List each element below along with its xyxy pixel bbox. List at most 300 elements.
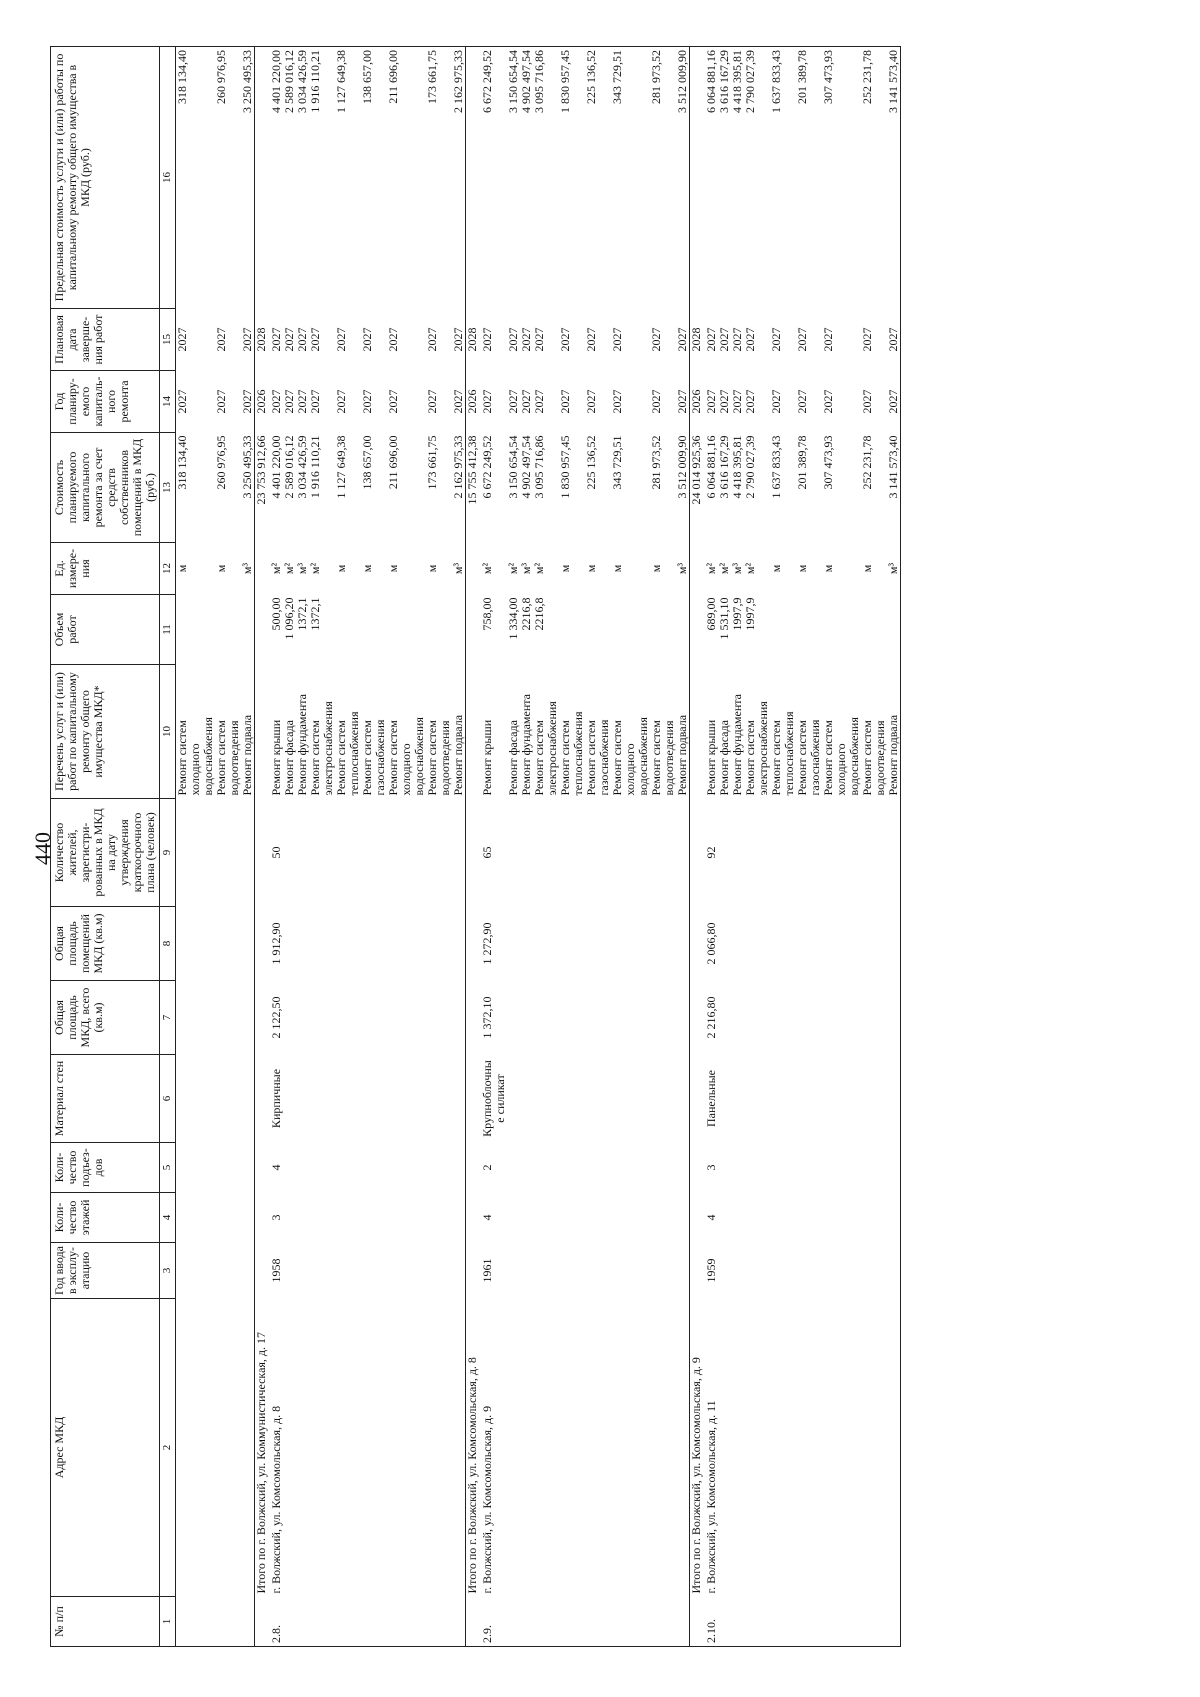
address-cell: [335, 1299, 361, 1597]
total-area-cell: 1 372,10: [480, 996, 494, 1039]
resident-count-cell: [507, 799, 520, 907]
work-type-cell: Ремонт систем электроснабжения: [743, 701, 770, 796]
repair-year-cell: 2027: [506, 389, 520, 414]
entrance-count-cell: [507, 1143, 520, 1193]
resident-count-cell: [731, 799, 744, 907]
repair-cost-cell: 260 976,95: [214, 435, 228, 490]
address-cell: [770, 1299, 796, 1597]
year-built-cell: [309, 1243, 335, 1299]
rooms-area-cell: [822, 907, 861, 981]
repair-year-cell: 2027: [519, 389, 533, 414]
item-number-cell: [611, 1597, 650, 1647]
completion-date-cell: 2027: [532, 327, 546, 352]
wall-material-cell: [452, 1055, 466, 1143]
work-row: [520, 47, 533, 1647]
column-header-11: Объем работ: [51, 595, 160, 665]
repair-cost-cell: 3 141 573,40: [887, 433, 901, 543]
repair-cost-cell: 225 136,52: [584, 435, 598, 490]
completion-date-cell: 2027: [887, 309, 901, 371]
completion-date-cell: 2027: [480, 327, 494, 352]
cost-limit-cell: [690, 47, 704, 309]
completion-date-cell: 2027: [360, 327, 374, 352]
address-cell: [426, 1299, 452, 1597]
completion-date-cell: 2027: [519, 327, 533, 352]
repair-cost-cell: 138 657,00: [360, 435, 374, 490]
repair-cost-cell: 1 916 110,21: [308, 435, 322, 499]
wall-material-cell: [296, 1055, 309, 1143]
work-row: [309, 47, 335, 1647]
repair-cost-cell: 4 418 395,81: [730, 435, 744, 499]
wall-material-cell: [176, 1055, 216, 1143]
total-area-cell: [335, 981, 361, 1055]
repair-cost-cell: 4 902 497,54: [519, 435, 533, 499]
repair-cost-cell: 281 973,52: [649, 435, 663, 490]
address-cell: [796, 1299, 822, 1597]
work-volume-cell: 1997,9: [743, 597, 757, 631]
work-type-cell: Ремонт систем электроснабжения: [532, 701, 559, 796]
entrance-count-cell: [426, 1143, 452, 1193]
repair-cost-cell: 15 755 412,38: [465, 435, 479, 505]
unit-cell: м: [860, 564, 874, 573]
wall-material-cell: [309, 1055, 335, 1143]
item-number-cell: [215, 1597, 241, 1647]
completion-date-cell: 2027: [676, 309, 690, 371]
repair-cost-cell: 3 095 716,86: [532, 435, 546, 499]
rooms-area-cell: [611, 907, 650, 981]
resident-count-cell: 92: [704, 846, 718, 859]
work-volume-cell: [176, 595, 216, 665]
item-number-cell: [176, 1597, 216, 1647]
completion-date-cell: 2027: [269, 327, 283, 352]
unit-cell: м³: [241, 543, 255, 595]
work-row: [796, 47, 822, 1647]
cost-limit-cell: [466, 47, 480, 309]
wall-material-cell: [690, 1055, 704, 1143]
year-built-cell: [466, 1243, 480, 1299]
total-area-cell: [255, 981, 269, 1055]
rooms-area-cell: [466, 907, 480, 981]
work-volume-cell: 2216,8: [532, 597, 546, 631]
repair-year-cell: 2027: [676, 371, 690, 433]
entrance-count-cell: [215, 1143, 241, 1193]
cost-limit-cell: 2 162 975,33: [452, 47, 466, 309]
work-type-cell: Ремонт систем водоотведения: [649, 720, 676, 796]
resident-count-cell: [611, 799, 650, 907]
wall-material-cell: [255, 1055, 269, 1143]
work-volume-cell: [335, 595, 361, 665]
repair-cost-cell: 343 729,51: [610, 435, 624, 490]
work-type-cell: Ремонт фундамента: [730, 694, 744, 796]
work-type-cell: Ремонт фундамента: [295, 694, 309, 796]
unit-cell: м: [334, 564, 348, 573]
address-cell: [507, 1299, 520, 1597]
floor-count-cell: [676, 1193, 690, 1243]
cost-limit-cell: 211 696,00: [387, 47, 426, 309]
column-number-14: 14: [160, 371, 176, 433]
cost-limit-cell: 318 134,40: [176, 47, 216, 309]
unit-cell: [466, 543, 480, 595]
resident-count-cell: [520, 799, 533, 907]
resident-count-cell: [822, 799, 861, 907]
unit-cell: м: [610, 564, 624, 573]
work-row: [676, 47, 690, 1647]
column-number-11: 11: [160, 595, 176, 665]
address-cell: [585, 1299, 611, 1597]
cost-limit-cell: 281 973,52: [650, 47, 676, 309]
column-header-10: Перечень услуг и (или) работ по капитальному ремонту общего имущества МКД*: [51, 665, 160, 799]
work-type-cell: Ремонт систем теплоснабжения: [769, 711, 796, 796]
year-built-cell: [452, 1243, 466, 1299]
rooms-area-cell: [452, 907, 466, 981]
floor-count-cell: [507, 1193, 520, 1243]
year-built-cell: [861, 1243, 887, 1299]
repair-year-cell: 2027: [480, 389, 494, 414]
cost-limit-cell: 2 790 027,39: [744, 47, 770, 309]
item-number-cell: [296, 1597, 309, 1647]
entrance-count-cell: [520, 1143, 533, 1193]
wall-material-cell: [887, 1055, 901, 1143]
address-cell: [533, 1299, 559, 1597]
rooms-area-cell: [690, 907, 704, 981]
repair-year-cell: 2027: [860, 389, 874, 414]
repair-year-cell: 2027: [584, 389, 598, 414]
cost-limit-cell: 6 064 881,16: [703, 47, 718, 309]
entrance-count-cell: [309, 1143, 335, 1193]
work-type-cell: Ремонт систем газоснабжения: [584, 719, 611, 796]
work-volume-cell: 1 334,00: [506, 597, 520, 640]
floor-count-cell: [520, 1193, 533, 1243]
rooms-area-cell: [731, 907, 744, 981]
year-built-cell: [507, 1243, 520, 1299]
item-number-cell: 2.10.: [703, 1597, 718, 1647]
rooms-area-cell: 2 066,80: [704, 922, 718, 965]
work-volume-cell: 1372,1: [308, 597, 322, 631]
entrance-count-cell: [335, 1143, 361, 1193]
entrance-count-cell: [822, 1143, 861, 1193]
completion-date-cell: 2027: [717, 327, 731, 352]
item-number-cell: [452, 1597, 466, 1647]
resident-count-cell: [426, 799, 452, 907]
resident-count-cell: 65: [480, 846, 494, 859]
item-number-cell: [507, 1597, 520, 1647]
floor-count-cell: 4: [704, 1214, 718, 1221]
cost-limit-cell: 252 231,78: [861, 47, 887, 309]
address-cell: г. Волжский, ул. Комсомольская, д. 8: [269, 1405, 283, 1594]
repair-cost-cell: 3 616 167,29: [717, 435, 731, 499]
repair-year-cell: 2027: [425, 389, 439, 414]
completion-date-cell: 2027: [334, 327, 348, 352]
wall-material-cell: [676, 1055, 690, 1143]
repair-year-cell: 2026: [689, 389, 703, 414]
total-area-cell: [296, 981, 309, 1055]
address-cell: [176, 1299, 216, 1597]
total-area-cell: [731, 981, 744, 1055]
year-built-cell: [718, 1243, 731, 1299]
column-header-12: Ед. измере-ния: [51, 543, 160, 595]
item-number-cell: [887, 1597, 901, 1647]
completion-date-cell: 2027: [610, 327, 624, 352]
year-built-cell: [676, 1243, 690, 1299]
rooms-area-cell: [533, 907, 559, 981]
column-number-5: 5: [160, 1143, 176, 1193]
entrance-count-cell: [796, 1143, 822, 1193]
repair-cost-cell: 24 014 925,36: [689, 435, 703, 505]
year-built-cell: 1959: [704, 1258, 718, 1283]
house-row: [479, 47, 507, 1647]
floor-count-cell: [309, 1193, 335, 1243]
total-area-cell: [520, 981, 533, 1055]
total-area-cell: [718, 981, 731, 1055]
total-area-cell: [770, 981, 796, 1055]
work-type-cell: Ремонт подвала: [676, 665, 690, 799]
rooms-area-cell: [335, 907, 361, 981]
column-header-8: Общая площадь помещений МКД (кв.м): [51, 907, 160, 981]
completion-date-cell: 2028: [689, 327, 703, 352]
resident-count-cell: [283, 799, 296, 907]
completion-date-cell: 2028: [465, 327, 479, 352]
completion-date-cell: 2027: [704, 327, 718, 352]
repair-cost-cell: 307 473,93: [821, 435, 835, 490]
total-area-cell: [176, 981, 216, 1055]
work-type-cell: Ремонт систем водоотведения: [425, 720, 452, 796]
work-type-cell: Ремонт крыши: [704, 719, 718, 796]
resident-count-cell: [796, 799, 822, 907]
repair-year-cell: 2027: [887, 371, 901, 433]
total-area-cell: [426, 981, 452, 1055]
work-type-cell: [690, 665, 704, 799]
work-volume-cell: [887, 595, 901, 665]
unit-cell: м: [425, 564, 439, 573]
repair-year-cell: 2027: [769, 389, 783, 414]
entrance-count-cell: [676, 1143, 690, 1193]
work-volume-cell: [861, 595, 887, 665]
total-area-cell: [361, 981, 387, 1055]
cost-limit-cell: 307 473,93: [822, 47, 861, 309]
completion-date-cell: 2028: [254, 327, 268, 352]
total-row: [466, 47, 480, 1647]
year-built-cell: 1961: [480, 1258, 494, 1283]
wall-material-cell: [215, 1055, 241, 1143]
cost-limit-cell: 4 418 395,81: [731, 47, 744, 309]
item-number-cell: [650, 1597, 676, 1647]
unit-cell: м: [175, 564, 189, 573]
resident-count-cell: [466, 799, 480, 907]
work-volume-cell: [466, 595, 480, 665]
work-volume-cell: [822, 595, 861, 665]
repair-year-cell: 2027: [282, 389, 296, 414]
resident-count-cell: [690, 799, 704, 907]
total-area-cell: 2 122,50: [269, 996, 283, 1039]
completion-date-cell: 2027: [730, 327, 744, 352]
address-cell: [361, 1299, 387, 1597]
header-row: [51, 47, 160, 1647]
item-number-cell: [255, 1597, 269, 1647]
work-volume-cell: [559, 595, 585, 665]
resident-count-cell: [676, 799, 690, 907]
work-volume-cell: 500,00: [269, 597, 283, 631]
floor-count-cell: [861, 1193, 887, 1243]
rooms-area-cell: [361, 907, 387, 981]
work-row: [887, 47, 901, 1647]
floor-count-cell: [387, 1193, 426, 1243]
unit-cell: м²: [717, 562, 731, 575]
cost-limit-cell: 4 401 220,00: [268, 47, 283, 309]
year-built-cell: [255, 1243, 269, 1299]
repair-year-cell: 2026: [254, 389, 268, 414]
resident-count-cell: [309, 799, 335, 907]
year-built-cell: [241, 1243, 255, 1299]
wall-material-cell: Крупноблочны е силикат: [480, 1060, 507, 1137]
entrance-count-cell: [176, 1143, 216, 1193]
column-number-13: 13: [160, 433, 176, 543]
rooms-area-cell: [520, 907, 533, 981]
work-type-cell: Ремонт фасада: [506, 720, 520, 796]
address-cell: [822, 1299, 861, 1597]
repair-year-cell: 2027: [334, 389, 348, 414]
resident-count-cell: [718, 799, 731, 907]
unit-cell: м: [821, 564, 835, 573]
work-type-cell: Ремонт фасада: [282, 720, 296, 796]
completion-date-cell: 2027: [649, 327, 663, 352]
repair-year-cell: 2027: [175, 389, 189, 414]
item-number-cell: 2.8.: [268, 1597, 283, 1647]
cost-limit-cell: 3 150 654,54: [507, 47, 520, 309]
floor-count-cell: [718, 1193, 731, 1243]
completion-date-cell: 2027: [506, 327, 520, 352]
cost-limit-cell: 225 136,52: [585, 47, 611, 309]
floor-count-cell: [731, 1193, 744, 1243]
address-cell: г. Волжский, ул. Комсомольская, д. 9: [480, 1405, 494, 1594]
total-area-cell: [241, 981, 255, 1055]
house-row: [703, 47, 718, 1647]
column-number-6: 6: [160, 1055, 176, 1143]
column-number-12: 12: [160, 543, 176, 595]
total-area-cell: [690, 981, 704, 1055]
entrance-count-cell: [466, 1143, 480, 1193]
cost-limit-cell: 3 095 716,86: [533, 47, 559, 309]
repair-cost-cell: 3 512 009,90: [676, 433, 690, 543]
entrance-count-cell: [718, 1143, 731, 1193]
work-row: [335, 47, 361, 1647]
repair-year-cell: 2027: [452, 371, 466, 433]
repair-year-cell: 2027: [295, 389, 309, 414]
repair-cost-cell: 1 637 833,43: [769, 435, 783, 499]
work-row: [650, 47, 676, 1647]
year-built-cell: [744, 1243, 770, 1299]
total-area-cell: [283, 981, 296, 1055]
work-type-cell: Ремонт систем теплоснабжения: [334, 711, 361, 796]
repair-year-cell: 2027: [308, 389, 322, 414]
cost-limit-cell: 3 034 426,59: [296, 47, 309, 309]
completion-date-cell: 2027: [584, 327, 598, 352]
wall-material-cell: [796, 1055, 822, 1143]
address-cell: Итого по г. Волжский, ул. Комсомольская, д. 8: [465, 1357, 479, 1594]
year-built-cell: [215, 1243, 241, 1299]
address-cell: [215, 1299, 241, 1597]
rooms-area-cell: [176, 907, 216, 981]
wall-material-cell: [361, 1055, 387, 1143]
column-header-1: № п/п: [51, 1597, 160, 1647]
year-built-cell: [426, 1243, 452, 1299]
repair-cost-cell: 2 162 975,33: [452, 433, 466, 543]
year-built-cell: [887, 1243, 901, 1299]
work-row: [426, 47, 452, 1647]
repair-year-cell: 2027: [649, 389, 663, 414]
repair-year-cell: 2027: [558, 389, 572, 414]
entrance-count-cell: [255, 1143, 269, 1193]
address-cell: [452, 1299, 466, 1597]
work-type-cell: Ремонт систем холодного водоснабжения: [386, 717, 426, 796]
item-number-cell: [533, 1597, 559, 1647]
completion-date-cell: 2027: [795, 327, 809, 352]
repair-cost-cell: 201 389,78: [795, 435, 809, 490]
rooms-area-cell: [796, 907, 822, 981]
total-area-cell: [507, 981, 520, 1055]
work-volume-cell: [796, 595, 822, 665]
column-header-4: Коли-чество этажей: [51, 1193, 160, 1243]
item-number-cell: [241, 1597, 255, 1647]
work-row: [361, 47, 387, 1647]
item-number-cell: [283, 1597, 296, 1647]
work-volume-cell: [690, 595, 704, 665]
cost-limit-cell: 173 661,75: [426, 47, 452, 309]
item-number-cell: [676, 1597, 690, 1647]
unit-cell: м: [386, 564, 400, 573]
work-row: [241, 47, 255, 1647]
work-row: [507, 47, 520, 1647]
entrance-count-cell: [241, 1143, 255, 1193]
unit-cell: м: [360, 564, 374, 573]
resident-count-cell: [361, 799, 387, 907]
completion-date-cell: 2027: [558, 327, 572, 352]
wall-material-cell: [466, 1055, 480, 1143]
item-number-cell: [361, 1597, 387, 1647]
resident-count-cell: [255, 799, 269, 907]
cost-limit-cell: 2 589 016,12: [283, 47, 296, 309]
cost-limit-cell: [255, 47, 269, 309]
cost-limit-cell: 3 616 167,29: [718, 47, 731, 309]
floor-count-cell: [650, 1193, 676, 1243]
unit-cell: м: [769, 564, 783, 573]
wall-material-cell: Кирпичные: [269, 1068, 283, 1129]
floor-count-cell: [559, 1193, 585, 1243]
address-cell: [676, 1299, 690, 1597]
entrance-count-cell: [387, 1143, 426, 1193]
item-number-cell: [309, 1597, 335, 1647]
column-header-2: Адрес МКД: [51, 1299, 160, 1597]
repair-cost-cell: 318 134,40: [175, 435, 189, 490]
resident-count-cell: [744, 799, 770, 907]
floor-count-cell: [296, 1193, 309, 1243]
completion-date-cell: 2027: [425, 327, 439, 352]
work-type-cell: Ремонт систем теплоснабжения: [558, 711, 585, 796]
work-row: [215, 47, 241, 1647]
year-built-cell: [822, 1243, 861, 1299]
resident-count-cell: [296, 799, 309, 907]
address-cell: [611, 1299, 650, 1597]
column-number-7: 7: [160, 981, 176, 1055]
entrance-count-cell: 2: [480, 1164, 494, 1171]
item-number-cell: [744, 1597, 770, 1647]
rooms-area-cell: [559, 907, 585, 981]
entrance-count-cell: [650, 1143, 676, 1193]
cost-limit-cell: 1 916 110,21: [309, 47, 335, 309]
unit-cell: м²: [743, 562, 757, 575]
unit-cell: м²: [532, 562, 546, 575]
floor-count-cell: [176, 1193, 216, 1243]
total-row: [255, 47, 269, 1647]
repair-year-cell: 2027: [821, 389, 835, 414]
